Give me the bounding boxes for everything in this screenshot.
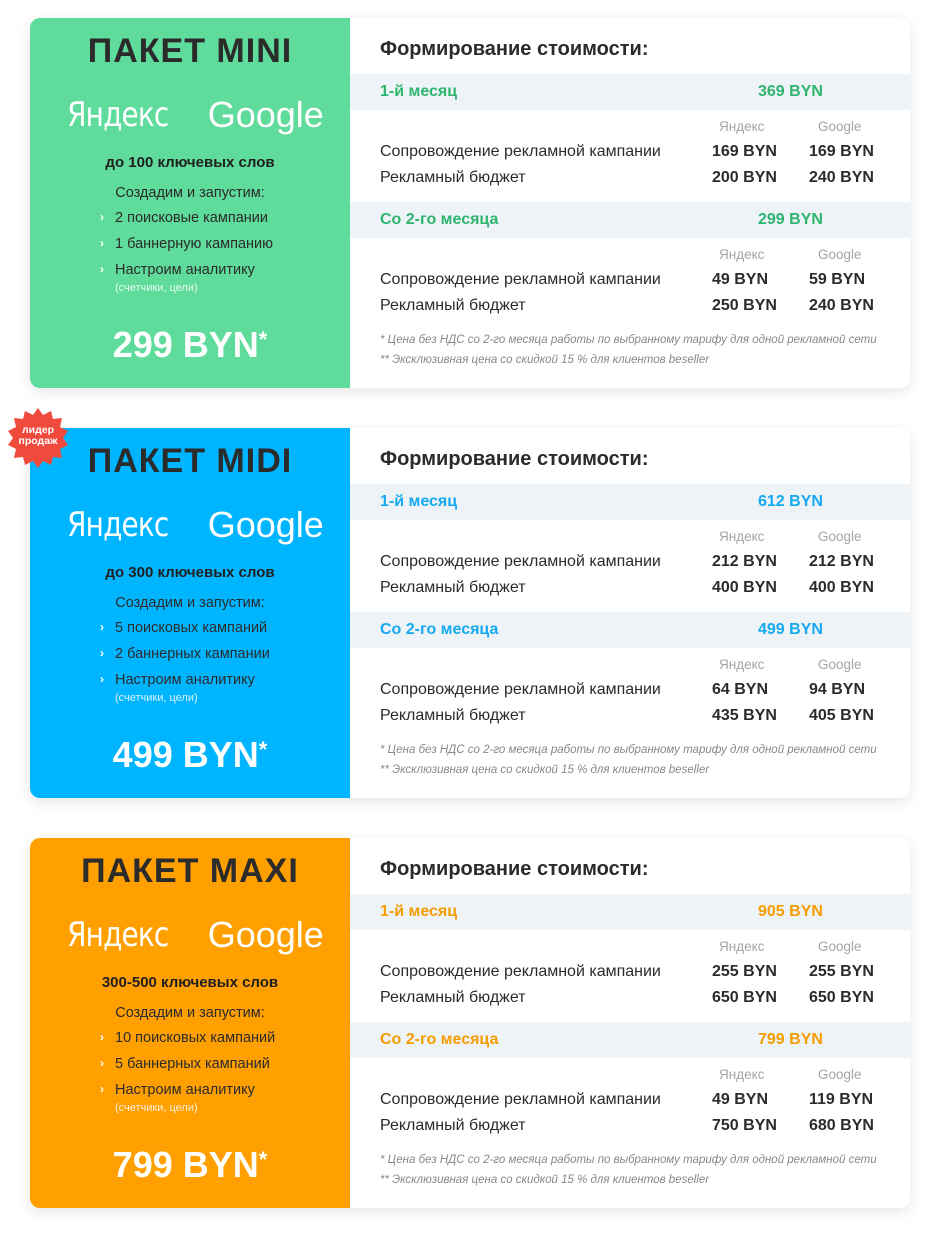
col-yandex: Яндекс [719,939,765,954]
google-logo: Google [207,94,324,135]
yandex-logo: Яндекс [67,505,169,545]
value-cell: 435 BYN [712,707,777,724]
feature-item: › 1 баннерную кампанию [100,236,274,252]
row-support: Сопровождение рекламной кампании [380,143,661,160]
keywords-count: 300-500 ключевых слов [101,974,279,991]
value-cell: 400 BYN [712,579,777,596]
feature-item: › 2 поисковые кампании [100,210,268,226]
pricing-title: Формирование стоимости: [380,858,649,880]
yandex-logo: Яндекс [67,915,169,955]
package-title: ПАКЕТ MAXI [81,852,299,890]
first-month-total: 905 BYN [758,903,823,920]
value-cell: 49 BYN [712,1091,769,1108]
col-google: Google [818,657,862,672]
col-yandex: Яндекс [719,657,765,672]
footnote-1: * Цена без НДС со 2-го месяца работы по выбранному тарифу для одной рекламной сети [380,744,877,756]
value-cell: 255 BYN [809,963,874,980]
col-yandex: Яндекс [719,119,765,134]
feature-list [100,620,270,698]
col-yandex: Яндекс [719,1067,765,1082]
package-title: ПАКЕТ MIDI [87,442,293,480]
second-month-total: 799 BYN [758,1031,823,1048]
search-engine-logos [30,504,350,546]
keywords-count: до 300 ключевых слов [105,564,275,581]
pricing-breakdown-maxi [350,838,910,1208]
feature-item: › 10 поисковых кампаний [100,1030,276,1046]
package-price: 799 BYN* [112,1144,268,1185]
row-budget: Рекламный бюджет [380,1117,526,1134]
analytics-note: (счетчики, цели) [115,692,198,704]
chevron-right-icon: › [100,1082,104,1096]
feature-list [100,1030,275,1108]
package-card-mini [30,18,910,388]
pricing-breakdown-mini [350,18,910,388]
feature-item: › Настроим аналитику [100,262,255,278]
value-cell: 169 BYN [712,143,777,160]
value-cell: 212 BYN [809,553,874,570]
value-cell: 212 BYN [712,553,777,570]
first-month-band: 1-й месяц 369 BYN [350,74,910,110]
col-google: Google [818,247,862,262]
row-support: Сопровождение рекламной кампании [380,271,661,288]
chevron-right-icon: › [100,1056,104,1070]
second-month-total: 499 BYN [758,621,823,638]
search-engine-logos [30,914,350,956]
col-yandex: Яндекс [719,529,765,544]
create-label: Создадим и запустим: [115,185,265,201]
feature-item: › Настроим аналитику [100,1082,255,1098]
col-google: Google [818,529,862,544]
keywords-count: до 100 ключевых слов [105,154,275,171]
chevron-right-icon: › [100,646,104,660]
pricing-title: Формирование стоимости: [380,38,649,60]
package-title: ПАКЕТ MINI [87,32,293,70]
row-budget: Рекламный бюджет [380,707,526,724]
feature-list [100,210,273,288]
first-month-total: 612 BYN [758,493,823,510]
col-google: Google [818,119,862,134]
chevron-right-icon: › [100,236,104,250]
package-price: 299 BYN* [112,324,268,365]
row-support: Сопровождение рекламной кампании [380,1091,661,1108]
col-yandex: Яндекс [719,247,765,262]
badge-label: лидер продаж [18,424,58,447]
chevron-right-icon: › [100,672,104,686]
chevron-right-icon: › [100,620,104,634]
value-cell: 169 BYN [809,143,874,160]
package-summary-mini [30,18,350,388]
google-logo: Google [207,914,324,955]
row-budget: Рекламный бюджет [380,579,526,596]
value-cell: 119 BYN [809,1091,874,1108]
package-summary-maxi [30,838,350,1208]
chevron-right-icon: › [100,210,104,224]
bestseller-badge [8,408,68,468]
first-month-total: 369 BYN [758,83,823,100]
footnote-2: ** Эксклюзивная цена со скидкой 15 % для клиентов beseller [380,1174,710,1186]
second-month-band: Со 2-го месяца 499 BYN [350,612,910,648]
col-google: Google [818,939,862,954]
package-card-midi [18,424,910,798]
first-month-band: 1-й месяц 612 BYN [350,484,910,520]
value-cell: 650 BYN [809,989,874,1006]
value-cell: 240 BYN [809,169,874,186]
create-label: Создадим и запустим: [115,1005,265,1021]
value-cell: 750 BYN [712,1117,777,1134]
create-label: Создадим и запустим: [115,595,265,611]
second-month-total: 299 BYN [758,211,823,228]
value-cell: 405 BYN [809,707,874,724]
feature-item: › Настроим аналитику [100,672,255,688]
value-cell: 255 BYN [712,963,777,980]
value-cell: 400 BYN [809,579,874,596]
value-cell: 49 BYN [712,271,769,288]
pricing-breakdown-midi [350,428,910,798]
value-cell: 680 BYN [809,1117,874,1134]
second-month-band: Со 2-го месяца 299 BYN [350,202,910,238]
second-month-band: Со 2-го месяца 799 BYN [350,1022,910,1058]
row-budget: Рекламный бюджет [380,297,526,314]
value-cell: 650 BYN [712,989,777,1006]
value-cell: 200 BYN [712,169,777,186]
value-cell: 64 BYN [712,681,769,698]
package-card-maxi [30,838,910,1208]
footnote-1: * Цена без НДС со 2-го месяца работы по выбранному тарифу для одной рекламной сети [380,334,877,346]
package-summary-midi [30,428,350,798]
footnote-2: ** Эксклюзивная цена со скидкой 15 % для клиентов beseller [380,354,710,366]
chevron-right-icon: › [100,1030,104,1044]
pricing-title: Формирование стоимости: [380,448,649,470]
feature-item: › 2 баннерных кампании [100,646,270,662]
footnote-2: ** Эксклюзивная цена со скидкой 15 % для клиентов beseller [380,764,710,776]
analytics-note: (счетчики, цели) [115,282,198,294]
first-month-band: 1-й месяц 905 BYN [350,894,910,930]
google-logo: Google [207,504,324,545]
feature-item: › 5 баннерных кампаний [100,1056,270,1072]
analytics-note: (счетчики, цели) [115,1102,198,1114]
search-engine-logos [30,94,350,136]
row-support: Сопровождение рекламной кампании [380,681,661,698]
row-budget: Рекламный бюджет [380,989,526,1006]
row-support: Сопровождение рекламной кампании [380,963,661,980]
col-google: Google [818,1067,862,1082]
package-price: 499 BYN* [112,734,268,775]
value-cell: 59 BYN [809,271,866,288]
value-cell: 250 BYN [712,297,777,314]
value-cell: 94 BYN [809,681,866,698]
row-budget: Рекламный бюджет [380,169,526,186]
chevron-right-icon: › [100,262,104,276]
feature-item: › 5 поисковых кампаний [100,620,268,636]
footnote-1: * Цена без НДС со 2-го месяца работы по выбранному тарифу для одной рекламной сети [380,1154,877,1166]
row-support: Сопровождение рекламной кампании [380,553,661,570]
value-cell: 240 BYN [809,297,874,314]
yandex-logo: Яндекс [67,95,169,135]
